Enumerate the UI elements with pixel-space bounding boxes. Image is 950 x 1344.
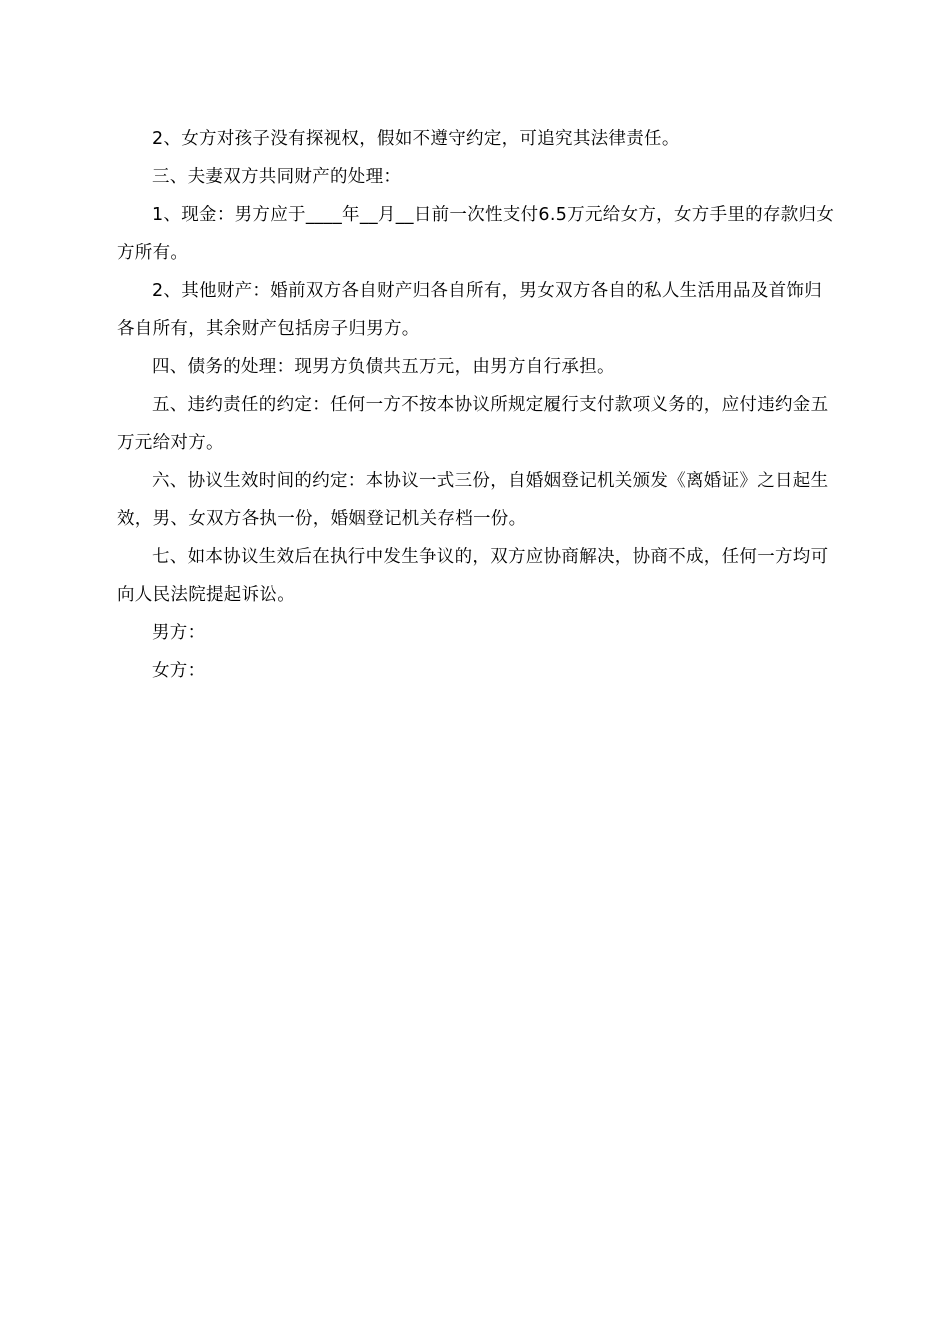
section-dispute-resolution: 七、如本协议生效后在执行中发生争议的，双方应协商解决，协商不成，任何一方均可向人民法院提起诉讼。 xyxy=(117,547,829,605)
agreement-body xyxy=(117,120,835,690)
clause-other-property: 2、其他财产：婚前双方各自财产归各自所有，男女双方各自的私人生活用品及首饰归各自所有，其余财产包括房子归男方。 xyxy=(117,281,823,339)
clause-cash: 1、现金：男方应于____年__月__日前一次性支付6.5万元给女方，女方手里的存款归女方所有。 xyxy=(117,205,835,263)
clause-visitation-rights: 2、女方对孩子没有探视权，假如不遵守约定，可追究其法律责任。 xyxy=(152,129,680,149)
section-debt: 四、债务的处理：现男方负债共五万元，由男方自行承担。 xyxy=(152,357,615,377)
section-breach-liability: 五、违约责任的约定：任何一方不按本协议所规定履行支付款项义务的，应付违约金五万元给对方。 xyxy=(117,395,829,453)
female-party-signature: 女方： xyxy=(152,661,206,681)
male-party-signature: 男方： xyxy=(152,623,206,643)
section-joint-property-heading: 三、夫妻双方共同财产的处理： xyxy=(152,167,402,187)
section-effective-time: 六、协议生效时间的约定：本协议一式三份，自婚姻登记机关颁发《离婚证》之日起生效，男、女双方各执一份，婚姻登记机关存档一份。 xyxy=(117,471,829,529)
